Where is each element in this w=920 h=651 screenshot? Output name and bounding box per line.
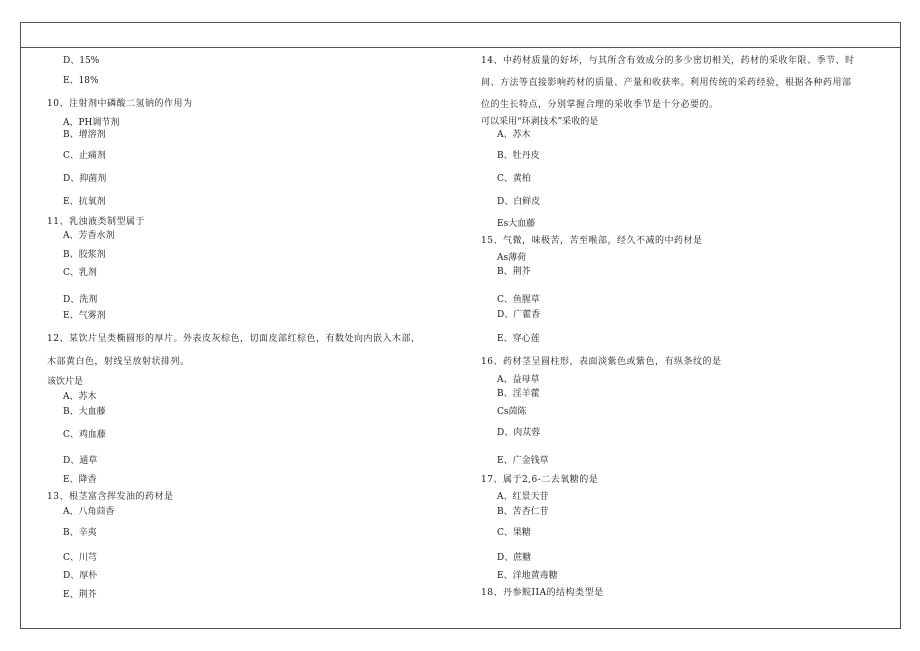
question-line: 10、注射剂中磷酸二氢钠的作用为 (47, 99, 193, 109)
option-line: B、胶浆剂 (63, 250, 106, 260)
option-line: D、厚朴 (63, 571, 98, 581)
option-line: A、苏木 (497, 130, 531, 140)
option-line: D、抑菌剂 (63, 174, 107, 184)
option-line: E、穿心莲 (497, 334, 540, 344)
question-line: 木部黄白色，射线呈放射状排列。 (47, 357, 190, 367)
question-line: 13、根茎富含挥发油的药材是 (47, 492, 174, 502)
option-line: C、果糖 (497, 528, 531, 538)
option-line: B、牡丹皮 (497, 151, 540, 161)
question-line: 16、药材茎呈圆柱形，表面淡紫色或紫色，有纵条纹的是 (481, 357, 722, 367)
option-line: B、苦杏仁苷 (497, 507, 549, 517)
option-line: C、鱼腥草 (497, 295, 540, 305)
option-line: A、苏木 (63, 392, 97, 402)
option-line: C、鸡血藤 (63, 430, 106, 440)
question-line: 间、方法等直接影响药材的质量、产量和收获率。利用传统的采药经验，根据各种药用部 (481, 78, 852, 88)
option-line: As薄荷 (497, 253, 527, 263)
option-line: D、肉苁蓉 (497, 428, 541, 438)
option-line: C、乳剂 (63, 268, 97, 278)
option-line: A、益母草 (497, 375, 540, 385)
option-line: E、18% (63, 76, 99, 86)
header-rule (20, 47, 901, 48)
option-line: E、广金钱草 (497, 456, 549, 466)
option-line: Cs茵陈 (497, 407, 527, 417)
option-line: D、通草 (63, 456, 98, 466)
option-line: B、辛夷 (63, 528, 97, 538)
option-line: D、白鲜皮 (497, 197, 541, 207)
option-line: B、大血藤 (63, 407, 106, 417)
option-line: D、广藿香 (497, 310, 541, 320)
option-line: B、增溶剂 (63, 130, 106, 140)
option-line: E、荆芥 (63, 590, 97, 600)
option-line: C、黄柏 (497, 174, 531, 184)
option-line: A、芳香水剂 (63, 231, 115, 241)
option-line: B、淫羊藿 (497, 389, 540, 399)
page-frame (20, 22, 901, 629)
question-line: 18、丹参鲩IIA的结构类型是 (481, 588, 604, 598)
question-line: 11、乳浊液类制型属于 (47, 217, 145, 227)
option-line: E、抗氧剂 (63, 197, 106, 207)
option-line: E、气雾剂 (63, 311, 106, 321)
question-line: 15、气微，味极苦，苦至喉部，经久不减的中药材是 (481, 236, 703, 246)
option-line: E、洋地黄毒糖 (497, 571, 558, 581)
option-line: A、PH调节剂 (63, 118, 120, 128)
option-line: A、红景天苷 (497, 492, 549, 502)
question-line: 14、中药材质量的好坏，与其所含有效成分的多少密切相关，药材的采收年限、季节、时 (481, 56, 855, 66)
option-line: D、15% (63, 56, 100, 66)
question-line: 该饮片是 (47, 377, 84, 387)
question-line: 17、属于2,6-二去氧糖的是 (481, 475, 599, 485)
option-line: Es大血藤 (497, 219, 536, 229)
option-line: E、降香 (63, 475, 97, 485)
question-line: 位的生长特点，分别掌握合理的采收季节是十分必要的。 (481, 100, 719, 110)
option-line: D、蔗糖 (497, 553, 532, 563)
option-line: C、止痛剂 (63, 151, 106, 161)
option-line: B、荆芥 (497, 267, 531, 277)
question-line: 12、某饮片呈类椭圆形的厚片。外表皮灰棕色，切面皮部红棕色，有数处向内嵌入木部， (47, 334, 421, 344)
option-line: A、八角茴香 (63, 507, 115, 517)
option-line: D、洗剂 (63, 295, 98, 305)
option-line: C、川芎 (63, 553, 97, 563)
question-line: 可以采用“环剥技术”采收的是 (481, 117, 599, 127)
